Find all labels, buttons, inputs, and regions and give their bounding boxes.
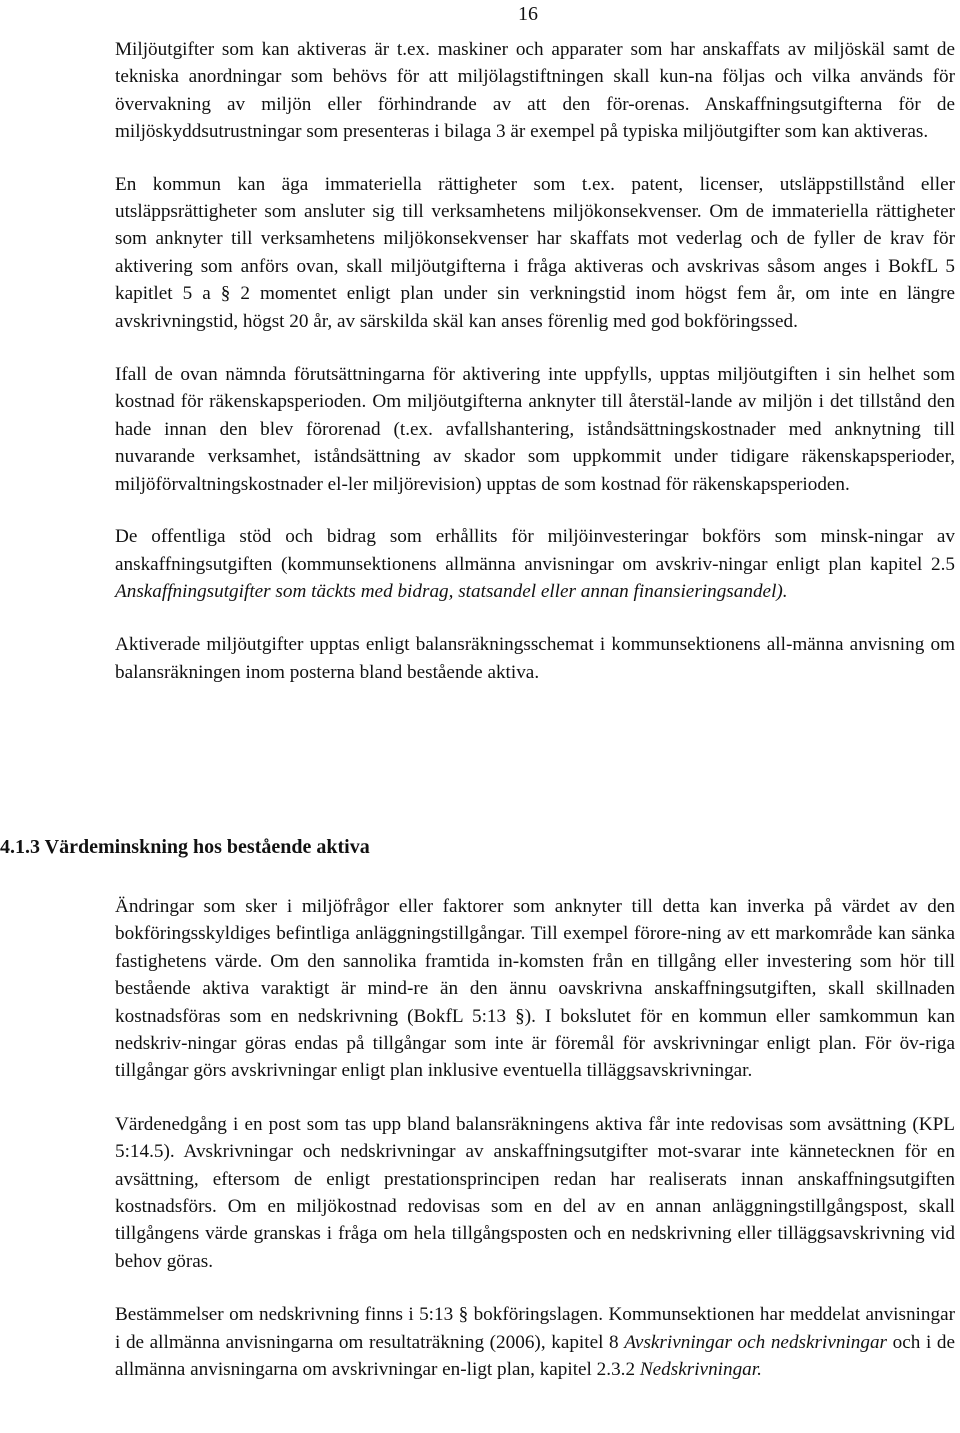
paragraph-capitalizable-costs [115, 36, 955, 146]
document-body [115, 36, 955, 686]
paragraph-balance-sheet [115, 631, 955, 686]
paragraph-text: och i de allmänna anvisningarna om avskrivningar en-ligt plan, kapitel 2.3.2 [115, 1331, 955, 1381]
paragraph-text: Aktiverade miljöutgifter upptas enligt balansräkningsschemat i kommunsektionens all-männa anvisning om balansräkningen inom posterna bland bestående aktiva. [115, 634, 955, 683]
document-body-section [115, 893, 955, 1384]
paragraph-italic-text: Avskrivningar och nedskrivningar [624, 1331, 888, 1353]
paragraph-text: Miljöutgifter som kan aktiveras är t.ex. maskiner och apparater som har anskaffats av miljöskäl samt de tekniska anordningar som behövs för att miljölagstiftningen skall kun-na följas och vilka används för övervakning av miljön eller förhindrande av att den för-orenas. Anskaffningsutgifterna för de miljöskyddsutrustningar som presenteras i bilaga 3 är exempel på typiska miljöutgifter som kan aktiveras. [115, 39, 955, 143]
paragraph-text: Ändringar som sker i miljöfrågor eller faktorer som anknyter till detta kan inverka på värdet av den bokföringsskyldiges befintliga anläggningstillgångar. Till exempel förore-ning av ett markområde kan sänka fastighetens värde. Om den sannolika framtida in-komsten från en tillgång eller investering som hör till bestående aktiva varaktigt är mind-re än den ännu oavskrivna anskaffningsutgiften, skall skillnaden kostnadsföras som en nedskrivning (BokfL 5:13 §). I bokslutet för en kommun eller samkommun kan nedskriv-ningar göras endas på tillgångar som inte är föremål för avskrivningar enligt plan. För öv-riga tillgångar görs avskrivningar enligt plan inklusive eventuella tilläggsavskrivningar. [115, 896, 955, 1082]
paragraph-italic-text: Nedskrivningar. [639, 1359, 762, 1381]
paragraph-text: Bestämmelser om nedskrivning finns i 5:13 § bokföringslagen. Kommunsektionen har meddelat anvisningar i de allmänna anvisningarna om resultaträkning (2006), kapitel 8 [115, 1304, 955, 1353]
paragraph-italic-text: Anskaffningsutgifter som täckts med bidrag, statsandel eller annan finansieringsandel). [115, 580, 788, 602]
paragraph-regulations [115, 1301, 955, 1383]
section-heading: 4.1.3 Värdeminskning hos bestående aktiva [0, 836, 370, 858]
page-number: 16 [518, 3, 538, 25]
paragraph-text: En kommun kan äga immateriella rättigheter som t.ex. patent, licenser, utsläppstillstånd eller utsläppsrättigheter som ansluter sig till verksamhetens miljökonsekvenser. Om de immateriella rättigheter som anknyter till verksamhetens miljökonsekvenser har skaffats mot vederlag och de fyller de krav för aktivering som anförs ovan, skall miljöutgifterna i fråga aktiveras och avskrivas såsom anges i BokfL 5 kapitlet 5 a § 2 momentet enligt plan under sin verkningstid inom högst fem år, om inte en längre avskrivningstid, högst 20 år, av särskilda skäl kan anses förenlig med god bokföringssed. [115, 173, 955, 332]
paragraph-public-grants [115, 523, 955, 605]
paragraph-intangible-rights [115, 171, 955, 335]
paragraph-expensed-costs [115, 361, 955, 498]
paragraph-text: Ifall de ovan nämnda förutsättningarna för aktivering inte uppfylls, upptas miljöutgiften i sin helhet som kostnad för räkenskapsperioden. Om miljöutgifterna anknyter till återstäl-lande av miljön i det tillstånd den hade innan den blev förorenad (t.ex. avfallshantering, iståndsättningskostnader med anknytning till nuvarande verksamhet, iståndsättning av skador som uppkommit under tidigare räkenskapsperioder, miljöförvaltningskostnader el-ler miljörevision) upptas de som kostnad för räkenskapsperioden. [115, 364, 955, 495]
paragraph-value-decline [115, 1111, 955, 1275]
paragraph-text: Värdenedgång i en post som tas upp bland balansräkningens aktiva får inte redovisas som avsättning (KPL 5:14.5). Avskrivningar och nedskrivningar av anskaffningsutgifter mot-svarar inte kännetecknen för en avsättning, eftersom de enligt prestationsprincipen redan har realiserats innan anskaffningsutgiften kostnadsförs. Om en miljökostnad redovisas som en del av en annan anläggningstillgångspost, skall tillgångens värde granskas i fråga om hela tillgångsposten och en nedskrivning eller tilläggsavskrivning vid behov göras. [115, 1113, 955, 1272]
paragraph-text: De offentliga stöd och bidrag som erhållits för miljöinvesteringar bokförs som minsk-ningar av anskaffningsutgiften (kommunsektionens allmänna anvisningar om avskriv-ningar enligt plan kapitel 2.5 [115, 526, 955, 575]
paragraph-value-changes [115, 893, 955, 1085]
